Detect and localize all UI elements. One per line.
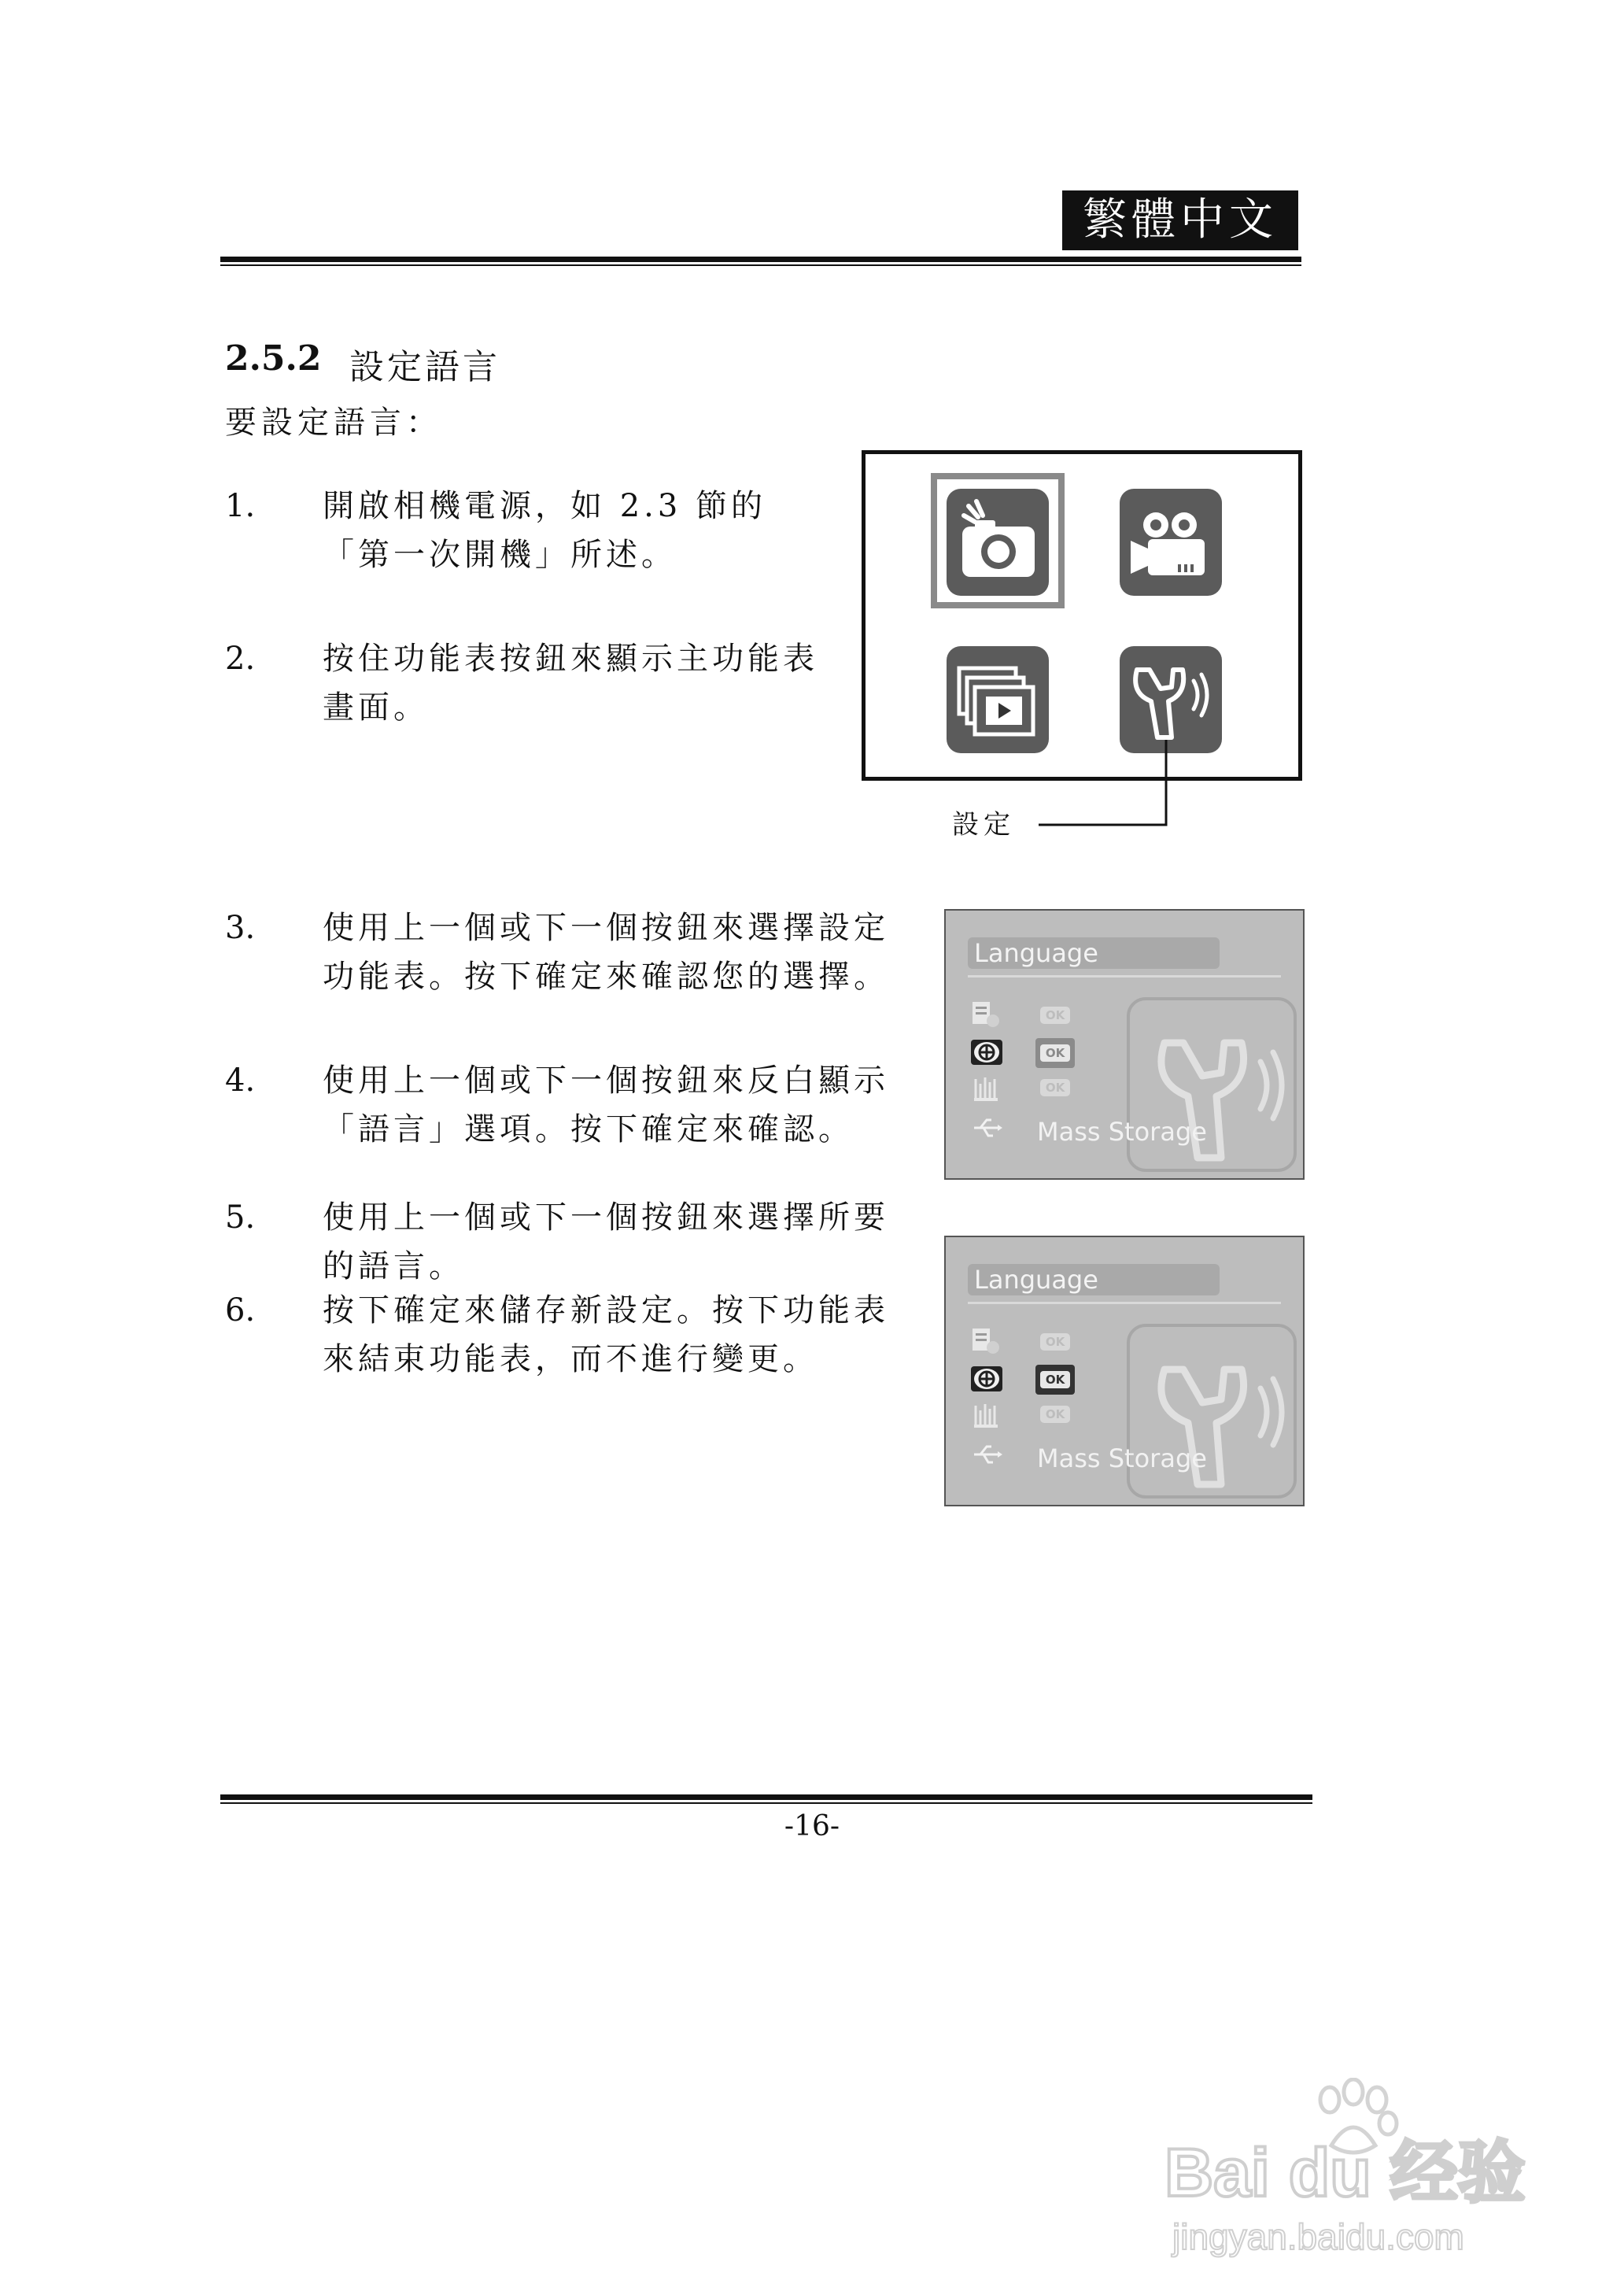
settings-wrench-icon	[1120, 646, 1222, 753]
ok-badge-selected: OK	[1035, 1038, 1075, 1068]
section-intro: 要設定語言：	[225, 405, 442, 441]
step-text: 使用上一個或下一個按鈕來選擇設定功能表。按下確定來確認您的選擇。	[323, 910, 889, 995]
frequency-icon	[971, 1402, 1002, 1431]
ok-badge: OK	[1040, 1007, 1070, 1024]
page-number: -16-	[784, 1810, 840, 1842]
step-number: 6.	[225, 1292, 256, 1329]
ok-badge-selected: OK	[1035, 1365, 1075, 1395]
svg-text:Bai du 经验: Bai du 经验	[1164, 2135, 1526, 2211]
usb-icon	[971, 1114, 1002, 1142]
language-screen-1	[944, 909, 1305, 1180]
date-time-icon	[971, 1000, 1002, 1029]
footer-rule-thin	[220, 1802, 1312, 1804]
date-time-icon	[971, 1327, 1002, 1355]
svg-text:jingyan.baidu.com: jingyan.baidu.com	[1172, 2216, 1464, 2257]
language-tab: 繁體中文	[1062, 190, 1298, 250]
step-text: 開啟相機電源，如 2.3 節的「第一次開機」所述。	[323, 488, 767, 573]
ok-badge: OK	[1040, 1406, 1070, 1423]
title-divider	[968, 1302, 1281, 1304]
footer-rule	[220, 1794, 1312, 1800]
step-number: 5.	[225, 1199, 256, 1236]
wrench-icon	[1133, 1003, 1306, 1181]
camera-icon	[947, 489, 1049, 596]
settings-callout-label: 設定	[952, 809, 1015, 841]
language-globe-icon	[971, 1365, 1002, 1393]
title-divider	[968, 975, 1281, 978]
step-text: 按住功能表按鈕來顯示主功能表畫面。	[323, 641, 818, 726]
step-number: 3.	[225, 910, 256, 946]
ok-badge: OK	[1040, 1079, 1070, 1096]
header-rule-thin	[220, 264, 1301, 266]
baidu-watermark-logo	[1164, 2078, 1574, 2267]
frequency-icon	[971, 1076, 1002, 1104]
step-number: 1.	[225, 488, 256, 524]
step-text: 使用上一個或下一個按鈕來反白顯示「語言」選項。按下確定來確認。	[323, 1062, 889, 1148]
video-camera-icon	[1120, 489, 1222, 596]
ok-badge: OK	[1040, 1333, 1070, 1351]
section-number: 2.5.2	[225, 338, 322, 379]
step-text: 使用上一個或下一個按鈕來選擇所要的語言。	[323, 1199, 889, 1284]
wrench-icon	[1133, 1330, 1306, 1508]
usb-icon	[971, 1440, 1002, 1469]
mass-storage-label: Mass Storage	[1037, 1117, 1207, 1147]
screen-title: Language	[968, 1264, 1220, 1295]
main-menu-illustration	[862, 450, 1302, 781]
header-rule	[220, 257, 1301, 262]
step-number: 2.	[225, 641, 256, 677]
language-globe-icon	[971, 1038, 1002, 1066]
playback-icon	[947, 646, 1049, 753]
mass-storage-label: Mass Storage	[1037, 1443, 1207, 1473]
callout-line	[1031, 740, 1188, 834]
language-screen-2	[944, 1236, 1305, 1506]
section-title: 設定語言	[349, 347, 500, 387]
step-number: 4.	[225, 1062, 256, 1099]
step-text: 按下確定來儲存新設定。按下功能表來結束功能表，而不進行變更。	[323, 1292, 889, 1377]
screen-title: Language	[968, 937, 1220, 969]
